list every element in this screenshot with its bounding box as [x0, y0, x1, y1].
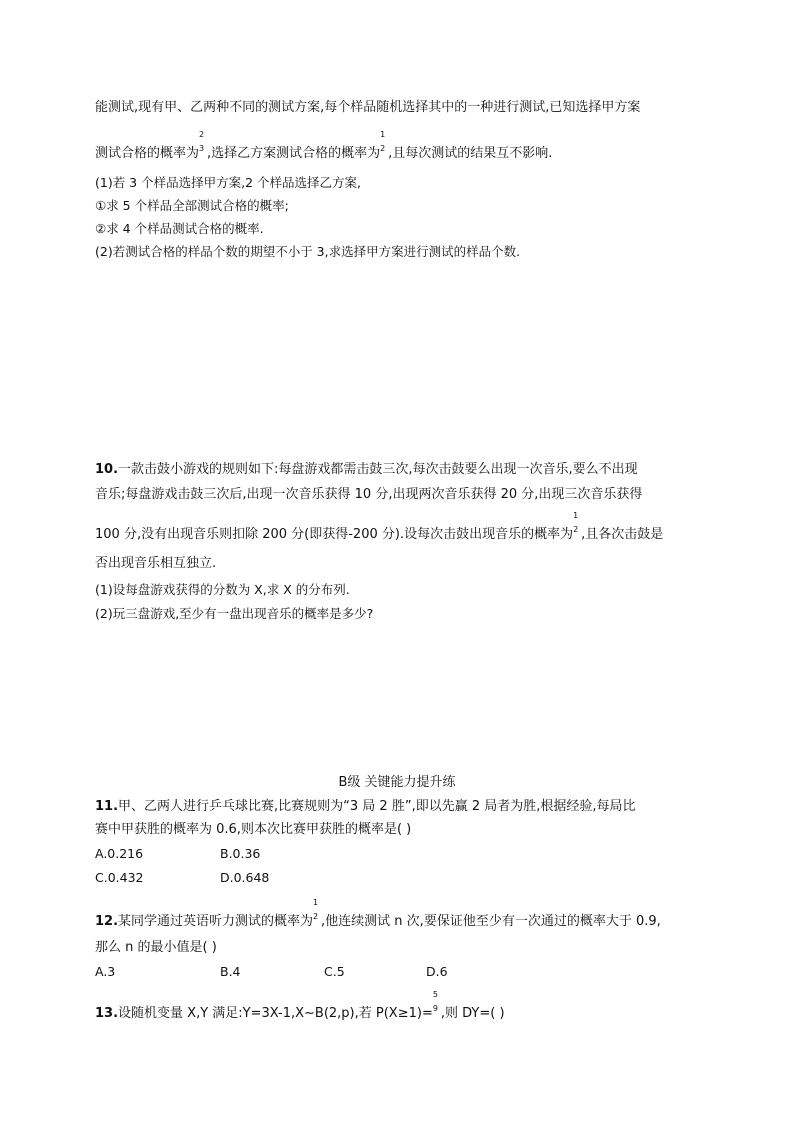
question-number: 10. [95, 462, 119, 477]
q9-line-2-a: 测试合格的概率为 [95, 146, 200, 161]
q10-line-3-a: 100 分,没有出现音乐则扣除 200 分(即获得-200 分).设每次击鼓出现音乐的概率为 [95, 527, 574, 542]
q10-part-1: (1)设每盘游戏获得的分数为 X,求 X 的分布列. [95, 582, 350, 597]
q9-part-2: (2)若测试合格的样品个数的期望不小于 3,求选择甲方案进行测试的样品个数. [95, 244, 521, 259]
q10-line-3-b: ,且各次击鼓是 [581, 527, 664, 542]
q11-line-1-text: 甲、乙两人进行乒乓球比赛,比赛规则为“3 局 2 胜”,即以先赢 2 局者为胜,根据经验,每局比 [118, 799, 636, 814]
q9-part-1-i: ①求 5 个样品全部测试合格的概率; [95, 198, 289, 213]
q10-part-2: (2)玩三盘游戏,至少有一盘出现音乐的概率是多少? [95, 606, 374, 621]
q9-line-2 [95, 130, 553, 163]
q13-line-1-a: 设随机变量 X,Y 满足:Y=3X-1,X~B(2,p),若 P(X≥1)= [118, 1006, 433, 1021]
q11-option-a: A.0.216 [95, 846, 144, 861]
q12-option-b: B.4 [220, 964, 241, 979]
q9-part-1: (1)若 3 个样品选择甲方案,2 个样品选择乙方案, [95, 175, 361, 190]
q10-line-2: 音乐;每盘游戏击鼓三次后,出现一次音乐获得 10 分,出现两次音乐获得 20 分,出现三次音乐获得 [95, 487, 643, 502]
fraction-five-ninths [432, 990, 441, 1017]
q11-line-2: 赛中甲获胜的概率为 0.6,则本次比赛甲获胜的概率是( ) [95, 822, 412, 837]
q11-option-b: B.0.36 [220, 846, 261, 861]
q9-line-2-c: ,且每次测试的结果互不影响. [388, 146, 553, 161]
q9-part-1-ii: ②求 4 个样品测试合格的概率. [95, 221, 264, 236]
q12-line-1-a: 某同学通过英语听力测试的概率为 [118, 914, 314, 929]
fraction-denominator: 3 [199, 144, 205, 153]
fraction-numerator: 5 [432, 990, 438, 999]
q9-line-2-b: ,选择乙方案测试合格的概率为 [207, 146, 381, 161]
fraction-denominator: 2 [380, 144, 386, 153]
fraction-numerator: 1 [313, 898, 319, 907]
fraction-numerator: 1 [380, 130, 386, 139]
question-number: 11. [95, 799, 119, 814]
fraction-denominator: 2 [313, 912, 319, 921]
fraction-one-half [573, 511, 581, 538]
q10-line-1 [95, 461, 638, 479]
q10-line-1-text: 一款击鼓小游戏的规则如下:每盘游戏都需击鼓三次,每次击鼓要么出现一次音乐,要么不出现 [118, 462, 638, 477]
q11-line-1 [95, 798, 636, 816]
q10-line-3 [95, 511, 664, 544]
q10-line-4: 否出现音乐相互独立. [95, 556, 217, 571]
q13-line-1-b: ,则 DY=( ) [440, 1006, 505, 1021]
q12-option-a: A.3 [95, 964, 116, 979]
q13-line-1 [95, 990, 505, 1023]
q11-option-c: C.0.432 [95, 870, 144, 885]
q9-line-1: 能测试,现有甲、乙两种不同的测试方案,每个样品随机选择其中的一种进行测试,已知选择甲方案 [95, 100, 641, 115]
fraction-two-thirds [199, 130, 207, 157]
q12-line-1 [95, 898, 661, 931]
fraction-denominator: 9 [432, 1004, 438, 1013]
fraction-numerator: 2 [199, 130, 205, 139]
fraction-numerator: 1 [573, 511, 579, 520]
q11-option-d: D.0.648 [220, 870, 270, 885]
question-number: 13. [95, 1006, 119, 1021]
fraction-denominator: 2 [573, 525, 579, 534]
section-title: B级 关键能力提升练 [338, 775, 456, 790]
question-number: 12. [95, 914, 119, 929]
q12-line-1-b: ,他连续测试 n 次,要保证他至少有一次通过的概率大于 0.9, [321, 914, 661, 929]
q12-option-d: D.6 [426, 964, 448, 979]
fraction-one-half [380, 130, 388, 157]
q12-line-2: 那么 n 的最小值是( ) [95, 940, 217, 955]
fraction-one-half [313, 898, 321, 925]
q12-option-c: C.5 [324, 964, 345, 979]
